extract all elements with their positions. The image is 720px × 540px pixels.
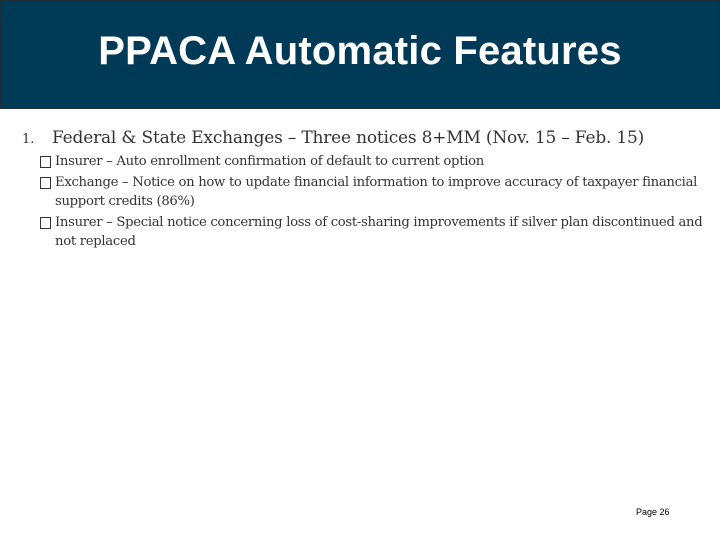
sub-point-text: Insurer – Auto enrollment confirmation of default to current option (55, 154, 484, 169)
slide-title: PPACA Automatic Features (98, 29, 622, 73)
slide-content (22, 128, 712, 253)
sub-point-list (40, 152, 712, 251)
page-number: Page 26 (636, 507, 670, 517)
sub-point-item (40, 213, 712, 251)
checkbox-icon (40, 177, 51, 189)
sub-point-item (40, 173, 712, 211)
sub-point-text: Exchange – Notice on how to update financial information to improve accuracy of taxpayer financial support credits (86%) (55, 175, 698, 209)
checkbox-icon (40, 156, 51, 168)
numbered-point (22, 128, 712, 148)
point-text: Federal & State Exchanges – Three notices 8+MM (Nov. 15 – Feb. 15) (52, 128, 645, 148)
sub-point-text: Insurer – Special notice concerning loss of cost-sharing improvements if silver plan discontinued and not replaced (55, 215, 703, 249)
point-number: 1. (22, 132, 35, 147)
title-bar (0, 0, 720, 109)
checkbox-icon (40, 217, 51, 229)
sub-point-item (40, 152, 712, 171)
